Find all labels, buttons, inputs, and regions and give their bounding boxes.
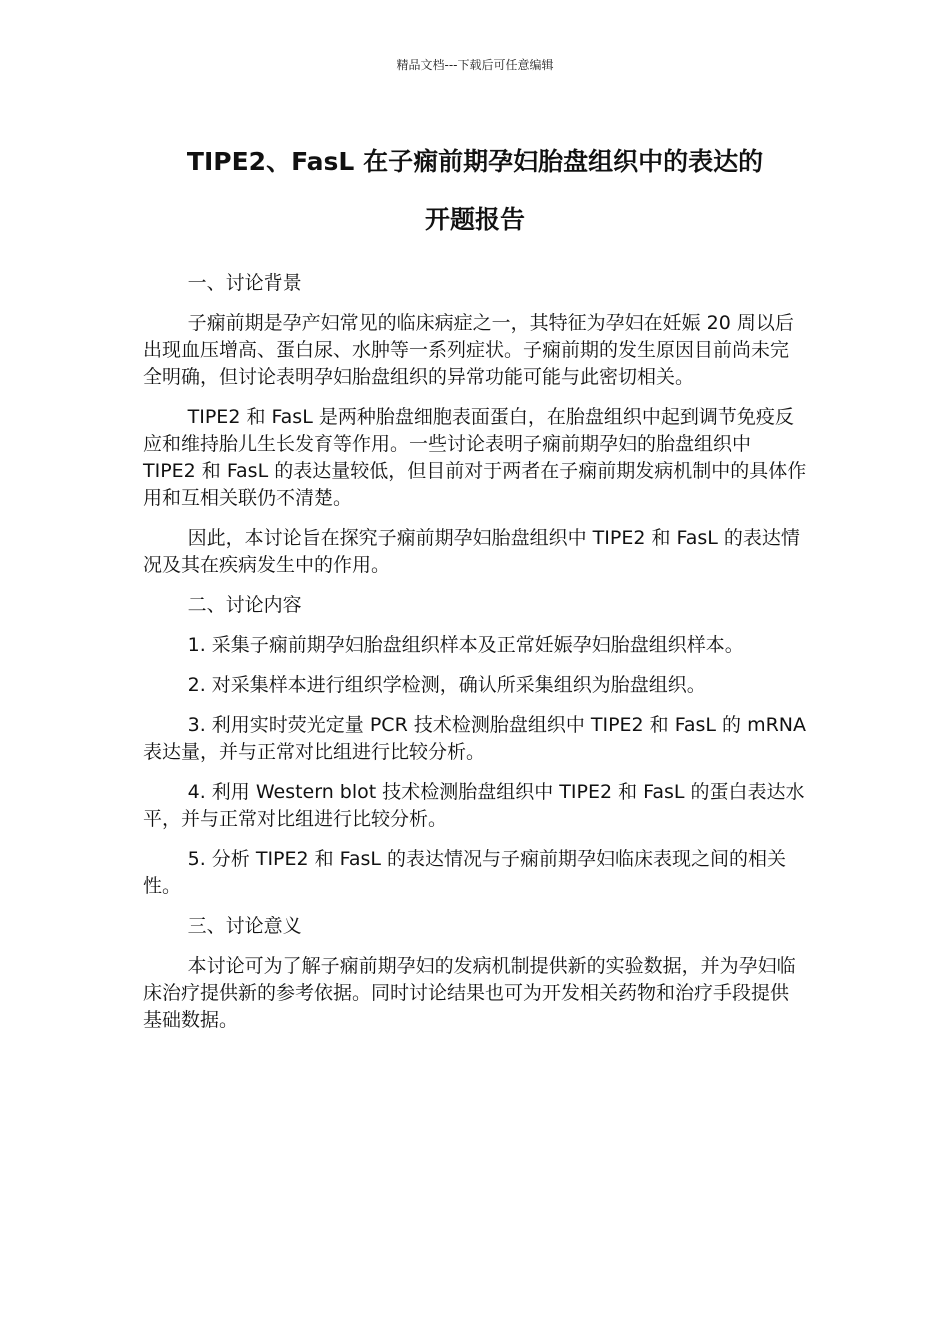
paragraph: TIPE2 和 FasL 是两种胎盘细胞表面蛋白，在胎盘组织中起到调节免疫反应和维持胎儿生长发育等作用。一些讨论表明子痫前期孕妇的胎盘组织中 TIPE2 和 FasL 的表达量较低，但目前对于两者在子痫前期发病机制中的具体作用和互相关联仍不清楚。 [143,406,807,509]
list-item: 4. 利用 Western blot 技术检测胎盘组织中 TIPE2 和 FasL 的蛋白表达水平，并与正常对比组进行比较分析。 [143,781,805,830]
paragraph: 本讨论可为了解子痫前期孕妇的发病机制提供新的实验数据，并为孕妇临床治疗提供新的参考依据。同时讨论结果也可为开发相关药物和治疗手段提供基础数据。 [143,955,796,1031]
header-note: 精品文档---下载后可任意编辑 [396,58,554,72]
paragraph: 因此，本讨论旨在探究子痫前期孕妇胎盘组织中 TIPE2 和 FasL 的表达情况及其在疾病发生中的作用。 [143,527,800,576]
list-item: 1. 采集子痫前期孕妇胎盘组织样本及正常妊娠孕妇胎盘组织样本。 [187,634,744,656]
paragraph: 子痫前期是孕产妇常见的临床病症之一，其特征为孕妇在妊娠 20 周以后出现血压增高、蛋白尿、水肿等一系列症状。子痫前期的发生原因目前尚未完全明确，但讨论表明孕妇胎盘组织的异常功能可能与此密切相关。 [143,312,794,388]
document-title [143,133,807,249]
list-item: 3. 利用实时荧光定量 PCR 技术检测胎盘组织中 TIPE2 和 FasL 的 mRNA 表达量，并与正常对比组进行比较分析。 [143,714,807,763]
list-item: 5. 分析 TIPE2 和 FasL 的表达情况与子痫前期孕妇临床表现之间的相关性。 [143,848,787,897]
title-line-1: TIPE2、FasL 在子痫前期孕妇胎盘组织中的表达的 [186,147,764,176]
section-heading-background: 一、讨论背景 [187,272,302,294]
list-item: 2. 对采集样本进行组织学检测，确认所采集组织为胎盘组织。 [187,674,706,696]
title-line-2: 开题报告 [424,205,525,234]
section-heading-content: 二、讨论内容 [187,594,302,616]
section-heading-significance: 三、讨论意义 [187,915,302,937]
document-body [143,270,807,1047]
